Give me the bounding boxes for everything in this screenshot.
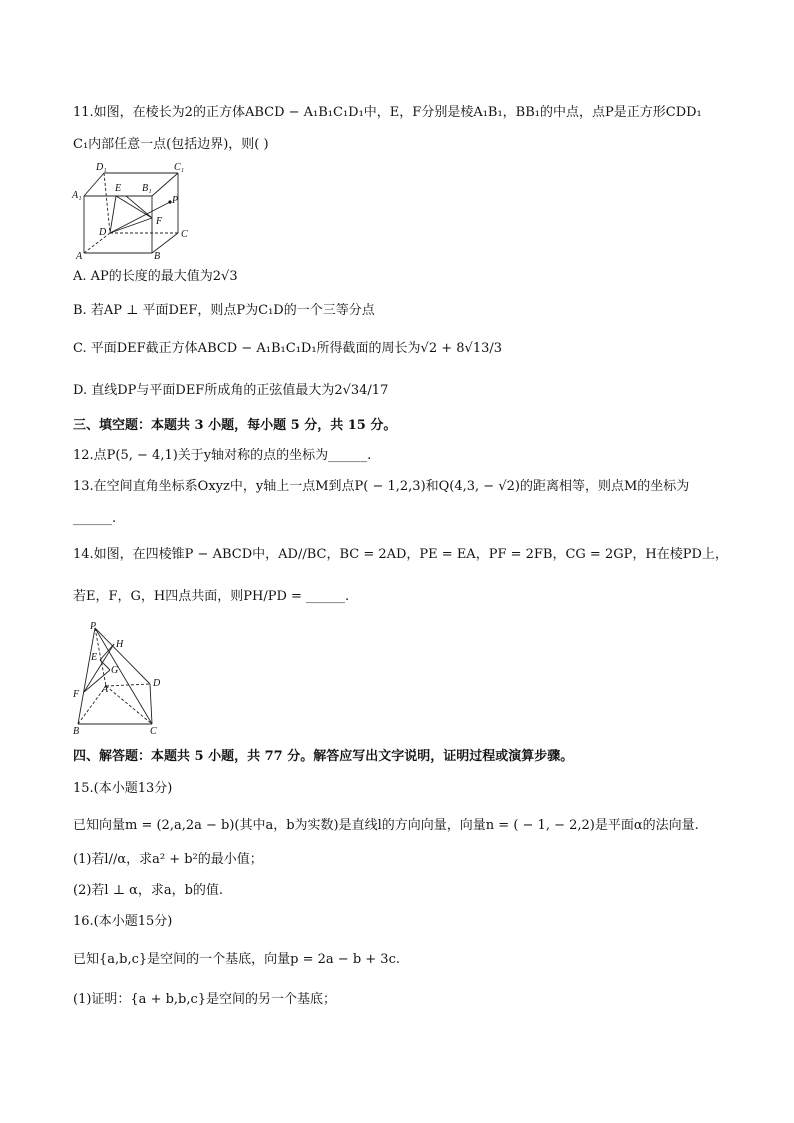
label-G: G bbox=[111, 665, 119, 676]
q16-stem: 已知{a,b,c}是空间的一个基底，向量p = 2a − b + 3c. bbox=[73, 952, 400, 967]
label-C: C bbox=[150, 726, 157, 736]
label-F: F bbox=[156, 216, 163, 227]
label-A: A bbox=[102, 684, 109, 695]
label-C: C bbox=[181, 229, 188, 240]
label-B1: B₁ bbox=[142, 183, 152, 194]
q11-option-c: C. 平面DEF截正方体ABCD − A₁B₁C₁D₁所得截面的周长为√2 + 8√13/3 bbox=[73, 341, 503, 356]
label-H: H bbox=[116, 639, 124, 650]
label-P: P bbox=[90, 622, 97, 632]
label-F: F bbox=[73, 689, 80, 700]
label-D1: D₁ bbox=[96, 162, 107, 173]
q16-title: 16.(本小题15分) bbox=[73, 914, 173, 929]
label-C1: C₁ bbox=[174, 162, 185, 173]
label-E: E bbox=[91, 652, 98, 663]
q13-line2: ______. bbox=[73, 511, 117, 526]
label-B: B bbox=[154, 251, 161, 262]
q12: 12.点P(5, − 4,1)关于y轴对称的点的坐标为______. bbox=[73, 448, 372, 463]
q11-line1: 11.如图，在棱长为2的正方体ABCD − A₁B₁C₁D₁中，E，F分别是棱A₁B₁，BB₁的中点，点P是正方形CDD₁ bbox=[73, 105, 702, 120]
q11-option-b: B. 若AP ⊥ 平面DEF，则点P为C₁D的一个三等分点 bbox=[73, 303, 375, 318]
q13-line1: 13.在空间直角坐标系Oxyz中，y轴上一点M到点P( − 1,2,3)和Q(4,3, − √2)的距离相等，则点M的坐标为 bbox=[73, 479, 690, 494]
cube-figure bbox=[70, 158, 200, 262]
label-P: P bbox=[172, 195, 179, 206]
q15-part1: (1)若l//α，求a² + b²的最小值； bbox=[73, 852, 263, 867]
section-3-heading: 三、填空题：本题共 3 小题，每小题 5 分，共 15 分。 bbox=[73, 418, 397, 433]
pyramid-figure bbox=[70, 622, 170, 736]
q15-title: 15.(本小题13分) bbox=[73, 781, 173, 796]
q14-line2: 若E，F，G，H四点共面，则PH/PD = ______. bbox=[73, 589, 350, 604]
label-D: D bbox=[153, 678, 161, 689]
q11-line2: C₁内部任意一点(包括边界)，则( ) bbox=[73, 137, 269, 152]
section-4-heading: 四、解答题：本题共 5 小题，共 77 分。解答应写出文字说明，证明过程或演算步骤。 bbox=[73, 749, 574, 764]
label-E: E bbox=[115, 183, 122, 194]
q11-option-d: D. 直线DP与平面DEF所成角的正弦值最大为2√34/17 bbox=[73, 383, 389, 398]
label-A1: A₁ bbox=[72, 190, 82, 201]
q11-option-a: A. AP的长度的最大值为2√3 bbox=[73, 269, 238, 284]
label-B: B bbox=[73, 726, 80, 736]
q15-part2: (2)若l ⊥ α，求a，b的值. bbox=[73, 883, 224, 898]
q16-part1: (1)证明：{a + b,b,c}是空间的另一个基底； bbox=[73, 992, 337, 1007]
q14-line1: 14.如图，在四棱锥P − ABCD中，AD//BC，BC = 2AD，PE = EA，PF = 2FB，CG = 2GP，H在棱PD上， bbox=[73, 547, 728, 562]
label-A: A bbox=[76, 251, 83, 262]
label-D: D bbox=[99, 227, 107, 238]
q15-stem: 已知向量m = (2,a,2a − b)(其中a，b为实数)是直线l的方向向量，向量n = ( − 1, − 2,2)是平面α的法向量. bbox=[73, 818, 699, 833]
